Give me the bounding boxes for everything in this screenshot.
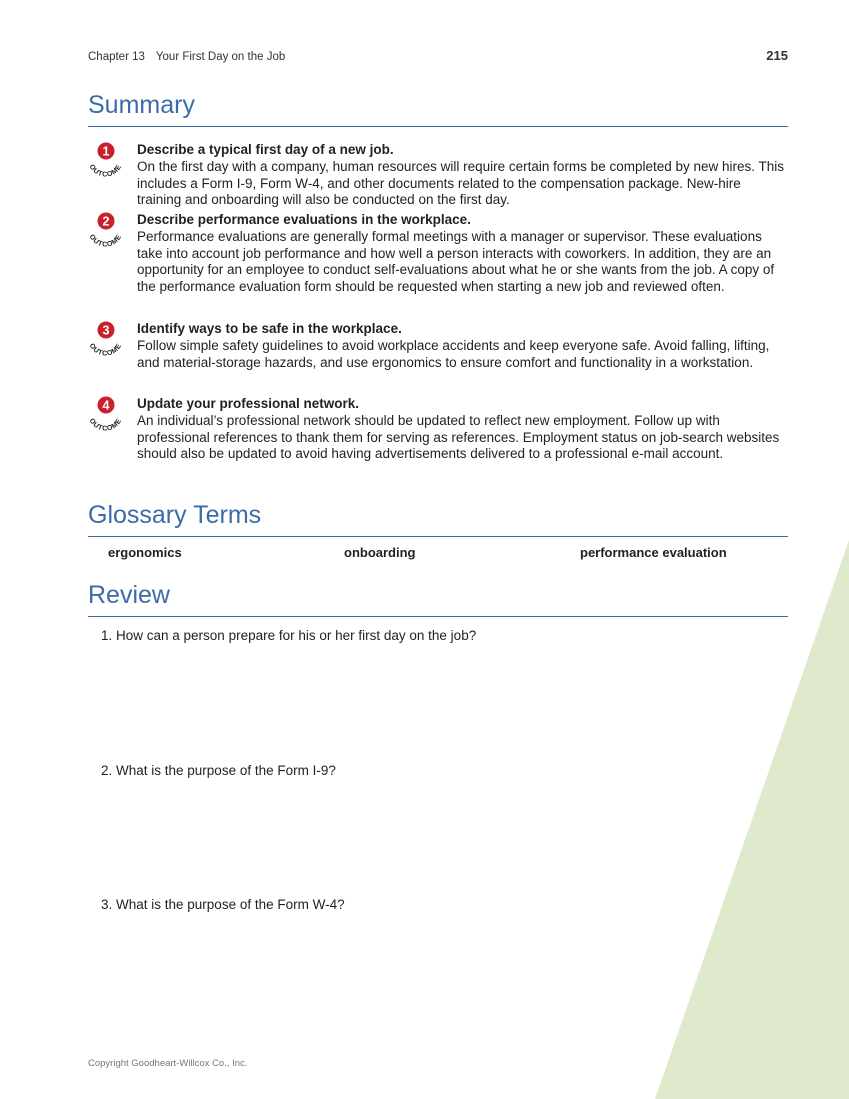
outcome-badge-word: OUTCOME xyxy=(87,233,124,249)
summary-title: Summary xyxy=(88,91,195,119)
review-question: 2. What is the purpose of the Form I-9? xyxy=(101,763,336,778)
review-question: 1. How can a person prepare for his or her first day on the job? xyxy=(101,628,477,643)
outcome-badge-icon xyxy=(84,142,138,180)
outcome-body: On the first day with a company, human resources will require certain forms be completed by new hires. This includes a Form I-9, Form W-4, and other documents related to the compensation package. New-hire training and onboarding will also be conducted on the first day. xyxy=(137,158,785,208)
review-title: Review xyxy=(88,581,170,609)
glossary-term-list xyxy=(108,545,788,563)
outcome-badge-word: OUTCOME xyxy=(87,417,124,433)
outcome-heading: Describe performance evaluations in the workplace. xyxy=(137,212,471,227)
outcome-text xyxy=(137,321,787,371)
glossary-term: ergonomics xyxy=(108,545,182,560)
page-number: 215 xyxy=(766,48,788,63)
outcome-badge-number: 2 xyxy=(102,214,110,229)
summary-divider xyxy=(88,126,788,127)
chapter-heading xyxy=(88,51,285,63)
svg-text:OUTCOME xyxy=(88,163,124,178)
outcome-badge-word: OUTCOME xyxy=(87,163,124,179)
glossary-title: Glossary Terms xyxy=(88,501,262,529)
outcome-badge-icon xyxy=(84,321,138,359)
glossary-term: onboarding xyxy=(344,545,416,560)
outcome-heading: Update your professional network. xyxy=(137,396,360,411)
outcome-badge-icon xyxy=(84,396,138,434)
outcome-badge-number: 1 xyxy=(102,144,110,159)
glossary-divider xyxy=(88,536,788,537)
copyright-notice: Copyright Goodheart-Willcox Co., Inc. xyxy=(88,1058,248,1069)
review-question: 3. What is the purpose of the Form W-4? xyxy=(101,897,345,912)
outcome-badge-number: 4 xyxy=(102,398,110,413)
outcome-heading: Identify ways to be safe in the workplace. xyxy=(137,321,402,336)
outcome-heading: Describe a typical first day of a new job. xyxy=(137,142,394,157)
outcome-badge-word: OUTCOME xyxy=(87,342,124,358)
svg-text:OUTCOME xyxy=(88,342,124,357)
outcome-body: An individual’s professional network should be updated to reflect new employment. Follow up with professional references to thank them for serving as references. Employment status on job-search websites should also be updated to avoid having advertisements delivered to a professional e-mail account. xyxy=(137,412,780,462)
svg-text:OUTCOME xyxy=(88,233,124,248)
page-header xyxy=(88,48,788,67)
review-divider xyxy=(88,616,788,617)
glossary-term: performance evaluation xyxy=(580,545,727,560)
outcome-badge-icon xyxy=(84,212,138,250)
outcome-text xyxy=(137,142,787,209)
outcome-text xyxy=(137,396,787,463)
outcome-text xyxy=(137,212,787,296)
chapter-label: Chapter 13 xyxy=(88,51,145,63)
chapter-title: Your First Day on the Job xyxy=(155,51,286,63)
outcome-badge-number: 3 xyxy=(102,323,110,338)
outcome-body: Follow simple safety guidelines to avoid workplace accidents and keep everyone safe. Avoid falling, lifting, and material-storage hazards, and use ergonomics to ensure comfort and functionality in a workstation. xyxy=(137,337,770,370)
outcome-body: Performance evaluations are generally formal meetings with a manager or supervisor. These evaluations take into account job performance and how well a person interacts with coworkers. In addition, they are an opportunity for an employee to conduct self-evaluations about what he or she wants from the job. A copy of the performance evaluation form should be requested when starting a new job and reviewed often. xyxy=(137,228,775,295)
svg-text:OUTCOME xyxy=(88,417,124,432)
